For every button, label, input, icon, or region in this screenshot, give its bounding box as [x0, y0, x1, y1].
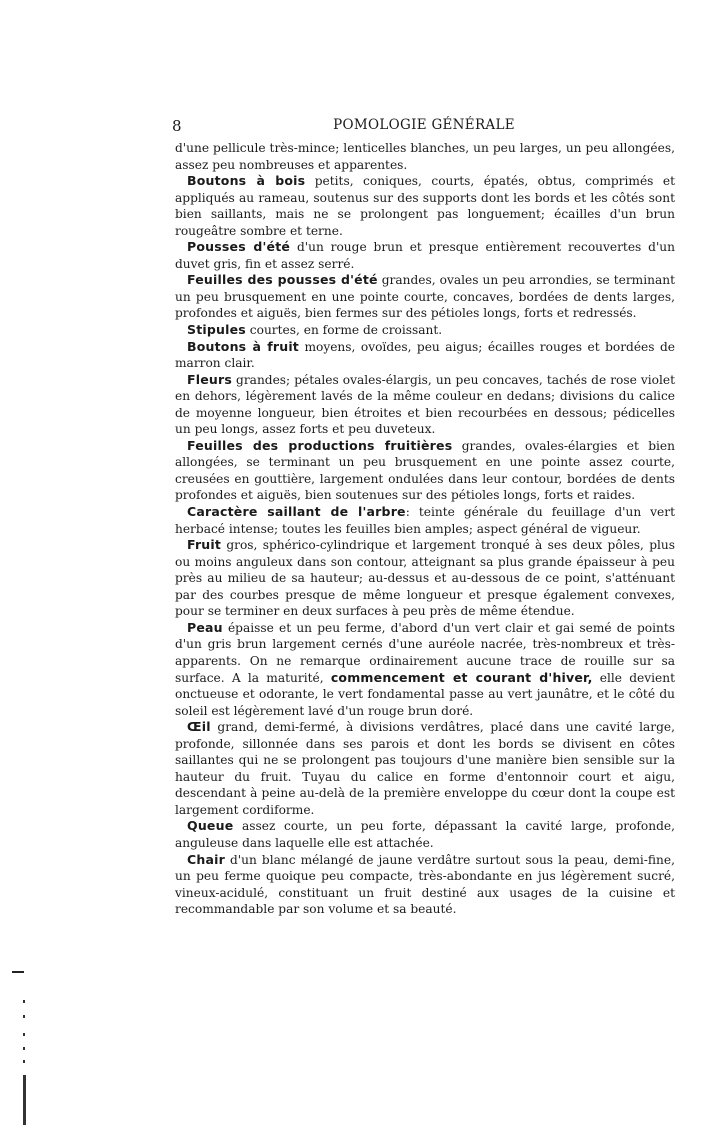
paragraph-text: grand, demi-fermé, à divisions verdâtres, placé dans une cavité large, profonde, sillonnée dans ses parois et dont les bords se divisent en côtes saillantes qui ne se prolongent pas toujours d'une manière bien sensible sur la hauteur du fruit. Tuyau du calice en forme d'entonnoir court et aigu, descendant à peine au-delà de la première enveloppe du cœur dont la coupe est largement cordiforme. — [175, 720, 675, 817]
term-heading: Stipules — [187, 322, 246, 338]
scan-mark-bar — [23, 1075, 26, 1125]
paragraph-fruit — [175, 537, 675, 620]
paragraph-chair — [175, 852, 675, 918]
paragraph-caractere — [175, 504, 675, 537]
paragraph-boutons-a-bois — [175, 173, 675, 239]
paragraph-text: moyens, ovoïdes, peu aigus; écailles rouges et bordées de marron clair. — [175, 339, 675, 371]
page-header — [172, 117, 676, 137]
term-heading: Œil — [187, 719, 211, 735]
paragraph-queue — [175, 818, 675, 851]
scan-mark-dot — [23, 1000, 25, 1003]
scan-mark-dash — [12, 971, 24, 973]
paragraph-pousses-d-ete — [175, 239, 675, 272]
term-heading: Peau — [187, 619, 223, 635]
paragraph-text: grandes, ovales un peu arrondies, se terminant un peu brusquement en une pointe courte, concaves, bordées de dents larges, profondes et aiguës, bien fermes sur des pétioles longs, forts et redressés. — [175, 273, 675, 321]
paragraph-oeil — [175, 719, 675, 818]
term-heading: Boutons à bois — [187, 173, 306, 189]
paragraph-text: courtes, en forme de croissant. — [245, 323, 443, 338]
paragraph-text: d'un blanc mélangé de jaune verdâtre surtout sous la peau, demi-fine, un peu ferme quoique peu compacte, très-abondante en jus légèrement sucré, vineux-acidulé, constituant un fruit destiné aux usages de la cuisine et recommandable par son volume et sa beauté. — [175, 852, 675, 917]
paragraph-continuation — [175, 140, 675, 173]
body-text — [175, 140, 675, 918]
term-emphasis: commencement et courant d'hiver, — [330, 669, 593, 685]
scan-mark-dot — [23, 1015, 25, 1018]
paragraph-boutons-a-fruit — [175, 339, 675, 372]
term-heading: Feuilles des productions fruitières — [187, 437, 453, 453]
paragraph-text: d'un rouge brun et presque entièrement recouvertes d'un duvet gris, fin et assez serré. — [175, 240, 675, 271]
term-heading: Pousses d'été — [187, 239, 291, 255]
scan-mark-dot — [23, 1060, 25, 1063]
paragraph-peau — [175, 620, 675, 719]
term-heading: Fleurs — [187, 371, 233, 387]
paragraph-text: grandes; pétales ovales-élargis, un peu concaves, tachés de rose violet en dehors, légèrement lavés de la même couleur en dedans; divisions du calice de moyenne longueur, bien étroites et bien recourbées en dessous; pédicelles un peu longs, assez forts et peu duveteux. — [175, 372, 675, 437]
paragraph-text: d'une pellicule très-mince; lenticelles blanches, un peu larges, un peu allongées, assez peu nombreuses et apparentes. — [175, 141, 675, 172]
paragraph-text: épaisse et un peu ferme, d'abord d'un vert clair et gai semé de points d'un gris brun largement cernés d'une auréole nacrée, très-nombreux et très-apparents. On ne remarque ordinairement aucune trace de rouille sur sa surface. A la maturité, — [175, 620, 675, 685]
paragraph-text: petits, coniques, courts, épatés, obtus, comprimés et appliqués au rameau, soutenus sur des supports dont les bords et les côtés sont bien saillants, mais ne se prolongent pas longuement; écailles d'un brun rougeâtre sombre et terne. — [175, 174, 675, 238]
term-heading: Feuilles des pousses d'été — [187, 272, 378, 288]
paragraph-fleurs — [175, 372, 675, 438]
paragraph-stipules — [175, 322, 675, 339]
scan-mark-dot — [23, 1033, 25, 1036]
paragraph-text: assez courte, un peu forte, dépassant la cavité large, profonde, anguleuse dans laquelle elle est attachée. — [175, 819, 675, 850]
paragraph-text: : teinte générale du feuillage d'un vert herbacé intense; toutes les feuilles bien amples; aspect général de vigueur. — [175, 505, 675, 536]
term-heading: Chair — [187, 851, 225, 867]
paragraph-feuilles-productions — [175, 438, 675, 504]
term-heading: Fruit — [187, 537, 222, 553]
paragraph-text: gros, sphérico-cylindrique et largement tronqué à ses deux pôles, plus ou moins anguleux dans son contour, atteignant sa plus grande épaisseur à peu près au milieu de sa hauteur; au-dessus et au-dessous de ce point, s'atténuant par des courbes presque de même longueur et presque également convexes, pour se terminer en deux surfaces à peu près de même étendue. — [175, 538, 675, 619]
running-title: POMOLOGIE GÉNÉRALE — [333, 117, 515, 133]
paragraph-text: elle devient onctueuse et odorante, le vert fondamental passe au vert jaunâtre, et le côté du soleil est légèrement lavé d'un rouge brun doré. — [175, 670, 675, 718]
scan-margin-artifacts — [10, 965, 30, 1125]
term-heading: Caractère saillant de l'arbre — [187, 504, 406, 520]
term-heading: Boutons à fruit — [187, 338, 299, 354]
paragraph-text: grandes, ovales-élargies et bien allongées, se terminant un peu brusquement en une pointe assez courte, creusées en gouttière, largement ondulées dans leur contour, bordées de dents profondes et aiguës, bien soutenues sur des pétioles longs, forts et raides. — [175, 438, 675, 503]
paragraph-feuilles-pousses — [175, 272, 675, 322]
scan-mark-dot — [23, 1047, 25, 1050]
term-heading: Queue — [187, 818, 234, 834]
page-number: 8 — [172, 117, 182, 135]
